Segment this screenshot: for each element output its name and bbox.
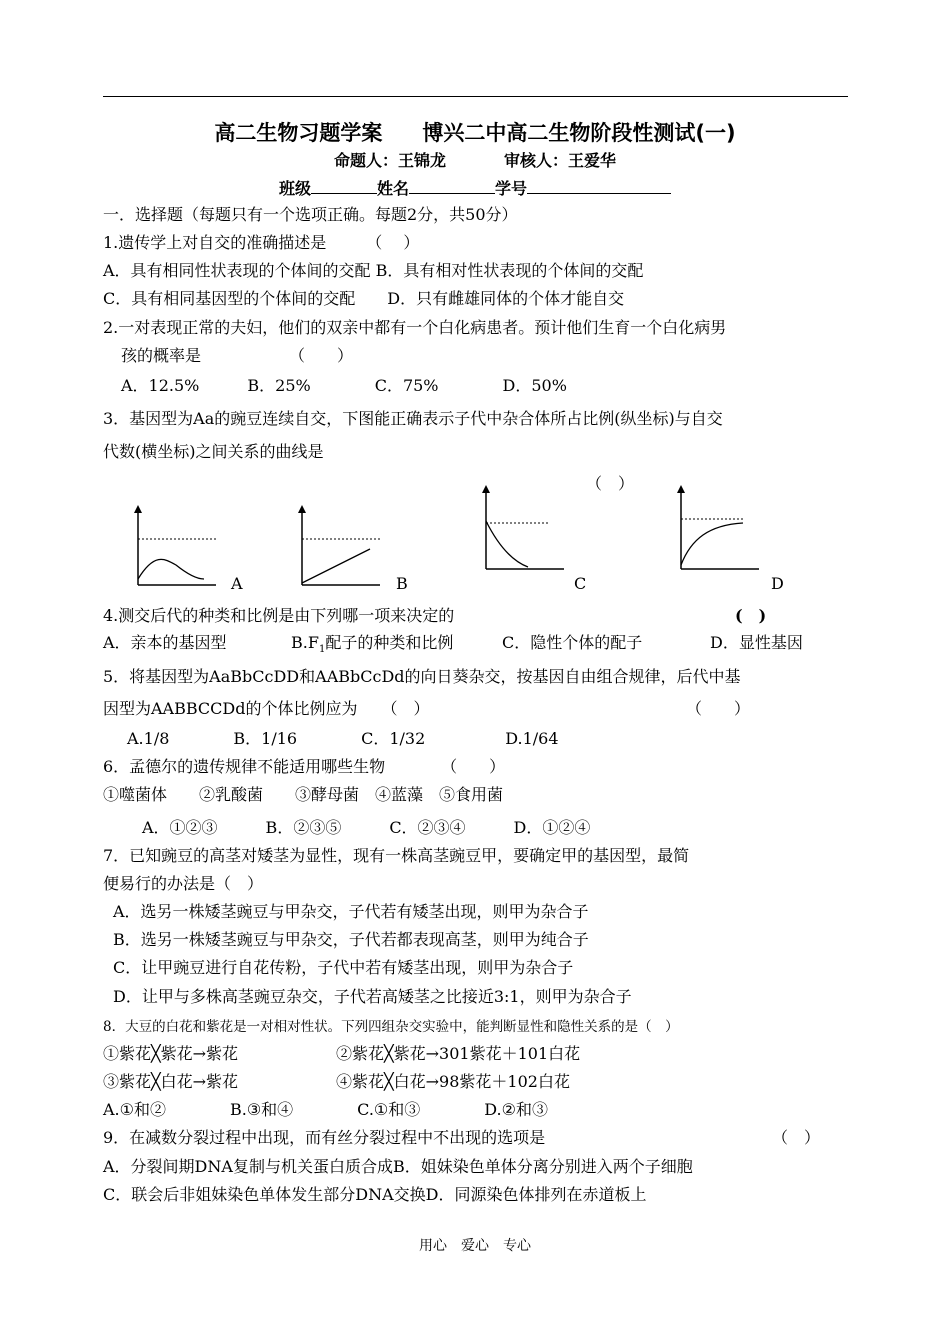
q9-options-1: A．分裂间期DNA复制与机关蛋白质合成B．姐妹染色单体分离分别进入两个子细胞 xyxy=(103,1157,693,1176)
graph-d-label: D xyxy=(771,574,784,593)
id-blank[interactable] xyxy=(527,177,671,194)
q5-stem-1: 5．将基因型为AaBbCcDD和AABbCcDd的向日葵杂交，按基因自由组合规律，后代中基 xyxy=(103,667,741,686)
q7-option-a: A．选另一株矮茎豌豆与甲杂交，子代若有矮茎出现，则甲为杂合子 xyxy=(113,902,589,921)
q9-paren: （ ） xyxy=(772,1128,821,1147)
q2-stem-2: 孩的概率是 （ ） xyxy=(121,346,354,365)
q6-items: ①噬菌体 ②乳酸菌 ③酵母菌 ④蓝藻 ⑤食用菌 xyxy=(103,785,504,804)
graph-c xyxy=(472,483,572,573)
q8-options: A.①和② B.③和④ C.①和③ D.②和③ xyxy=(103,1100,548,1119)
graph-d xyxy=(667,483,767,573)
q7-stem-1: 7．已知豌豆的高茎对矮茎为显性，现有一株高茎豌豆甲，要确定甲的基因型，最简 xyxy=(103,846,690,865)
author-maker: 命题人：王锦龙 xyxy=(333,151,446,170)
authors-line xyxy=(0,148,950,171)
q3-stem-2: 代数(横坐标)之间关系的曲线是 xyxy=(103,442,324,461)
q8-cross-3: ③紫花╳白花→紫花 xyxy=(103,1072,239,1091)
q4-option-a: A．亲本的基因型 xyxy=(103,633,227,652)
author-reviewer: 审核人：王爱华 xyxy=(504,151,617,170)
q4-option-b: $B.F_1$配子的种类和比例 xyxy=(291,633,454,656)
q7-option-d: D．让甲与多株高茎豌豆杂交，子代若高矮茎之比接近3:1，则甲为杂合子 xyxy=(113,987,632,1006)
q8-cross-1: ①紫花╳紫花→紫花 xyxy=(103,1044,239,1063)
q9-stem: 9．在减数分裂过程中出现，而有丝分裂过程中不出现的选项是 xyxy=(103,1128,546,1147)
q6-options: A．①②③ B．②③⑤ C．②③④ D．①②④ xyxy=(142,818,591,837)
q9-options-2: C．联会后非姐妹染色单体发生部分DNA交换D．同源染色体排列在赤道板上 xyxy=(103,1185,647,1204)
q5-options: A.1/8 B．1/16 C．1/32 D.1/64 xyxy=(127,729,559,748)
q8-cross-2: ②紫花╳紫花→301紫花＋101白花 xyxy=(336,1044,581,1063)
q6-stem: 6．孟德尔的遗传规律不能适用哪些生物 （ ） xyxy=(103,757,506,776)
q3-paren: （ ） xyxy=(586,474,635,493)
q2-stem-1: 2.一对表现正常的夫妇，他们的双亲中都有一个白化病患者。预计他们生育一个白化病男 xyxy=(103,318,727,337)
page-title xyxy=(0,117,950,147)
q7-option-c: C．让甲豌豆进行自花传粉，子代中若有矮茎出现，则甲为杂合子 xyxy=(113,958,574,977)
graph-b xyxy=(288,503,388,588)
graph-b-label: B xyxy=(396,574,408,593)
section-heading: 一．选择题（每题只有一个选项正确。每题2分，共50分） xyxy=(103,205,518,224)
q4-option-c: C．隐性个体的配子 xyxy=(502,633,643,652)
q5-paren: （ ） xyxy=(686,699,751,718)
name-label: 姓名 xyxy=(376,179,409,198)
page-footer: 用心 爱心 专心 xyxy=(419,1238,531,1254)
q1-options-2: C．具有相同基因型的个体间的交配 D．只有雌雄同体的个体才能自交 xyxy=(103,289,625,308)
name-blank[interactable] xyxy=(409,177,495,194)
graph-a-label: A xyxy=(231,574,243,593)
q1-options-1: A．具有相同性状表现的个体间的交配 B．具有相对性状表现的个体间的交配 xyxy=(103,261,644,280)
class-blank[interactable] xyxy=(311,177,377,194)
title-right: 博兴二中高二生物阶段性测试(一) xyxy=(422,121,736,145)
class-label: 班级 xyxy=(278,179,311,198)
q2-options: A．12.5% B．25% C．75% D．50% xyxy=(121,376,567,395)
id-label: 学号 xyxy=(495,179,528,198)
q5-stem-2: 因型为AABBCCDd的个体比例应为 （ ） xyxy=(103,699,430,718)
q4-stem: 4.测交后代的种类和比例是由下列哪一项来决定的 xyxy=(103,606,455,625)
header-rule xyxy=(103,96,848,97)
q8-stem: 8．大豆的白花和紫花是一对相对性状。下列四组杂交实验中，能判断显性和隐性关系的是（ ） xyxy=(103,1019,679,1035)
q7-stem-2: 便易行的办法是（ ） xyxy=(103,874,264,893)
q4-paren: ( ) xyxy=(735,606,767,625)
student-fields xyxy=(0,176,950,199)
title-left: 高二生物习题学案 xyxy=(214,121,383,145)
graph-c-label: C xyxy=(574,574,587,593)
graph-a xyxy=(124,503,224,588)
q7-option-b: B．选另一株矮茎豌豆与甲杂交，子代若都表现高茎，则甲为纯合子 xyxy=(113,930,589,949)
q8-cross-4: ④紫花╳白花→98紫花＋102白花 xyxy=(336,1072,570,1091)
q1-stem: 1.遗传学上对自交的准确描述是 （ ） xyxy=(103,233,420,252)
q3-stem-1: 3．基因型为Aa的豌豆连续自交，下图能正确表示子代中杂合体所占比例(纵坐标)与自交 xyxy=(103,409,723,428)
q4-option-d: D．显性基因 xyxy=(710,633,803,652)
